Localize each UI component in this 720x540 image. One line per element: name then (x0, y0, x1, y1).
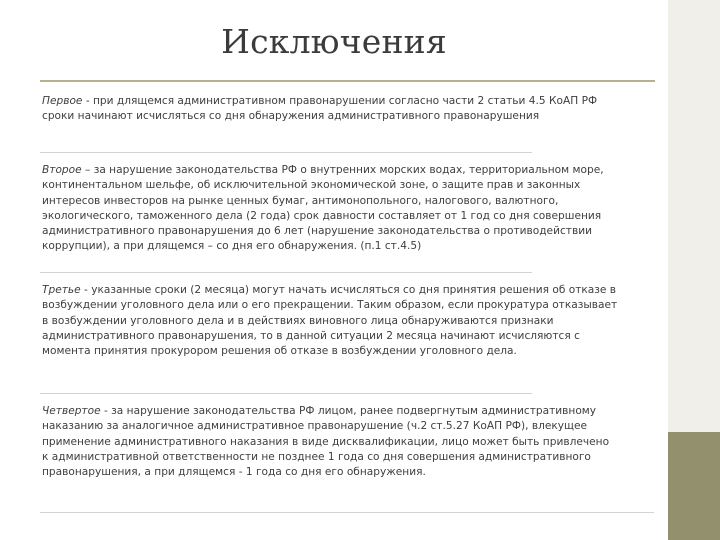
text-line: в возбуждении уголовного дела и в действиях виновного лица обнаруживаются признаки (42, 314, 554, 327)
section-lead: Четвертое (42, 405, 101, 417)
text-line: - за нарушение законодательства РФ лицом, ранее подвергнутым административному (100, 405, 597, 417)
text-line: коррупции), а при длящемся – со дня его обнаружения. (п.1 ст.4.5) (42, 240, 422, 253)
section-fourth (42, 404, 654, 480)
text-line: сроки начинают исчисляться со дня обнаружения административного правонарушения (42, 110, 540, 123)
text-line: – за нарушение законодательства РФ о внутренних морских водах, территориальном море, (81, 164, 604, 176)
text-line: административного правонарушения до 6 лет (нарушение законодательства о противодействии (42, 225, 592, 238)
text-line: - при длящемся административном правонарушении согласно части 2 статьи 4.5 КоАП РФ (82, 95, 598, 107)
text-line: правонарушения, а при длящемся - 1 года со дня его обнаружения. (42, 466, 426, 479)
slide-title: Исключения (221, 22, 447, 61)
sidebar-decoration-bottom (668, 432, 720, 540)
text-line: момента принятия прокурором решения об отказе в возбуждении уголовного дела. (42, 345, 517, 358)
section-third (42, 283, 654, 359)
paragraph-first (42, 94, 654, 125)
text-line: интересов инвесторов на рынке ценных бумаг, антимонопольного, налогового, валютного, (42, 194, 559, 207)
section-divider (40, 152, 532, 153)
text-line: к административной ответственности не позднее 1 года со дня совершения административного (42, 450, 591, 463)
text-line: возбуждении уголовного дела или о его прекращении. Таким образом, если прокуратура отказывает (42, 299, 618, 312)
text-line: континентальном шельфе, об исключительной экономической зоне, о защите прав и законных (42, 179, 581, 192)
text-line: наказанию за аналогичное административное правонарушение (ч.2 ст.5.27 КоАП РФ), влекущее (42, 420, 588, 433)
section-second (42, 163, 654, 255)
paragraph-third (42, 283, 654, 359)
section-divider (40, 393, 532, 394)
section-lead: Первое (42, 95, 83, 107)
section-divider (40, 272, 532, 273)
paragraph-fourth (42, 404, 654, 480)
section-lead: Второе (42, 164, 82, 176)
section-lead: Третье (42, 284, 81, 296)
title-divider (40, 80, 655, 82)
sidebar-decoration-top (668, 0, 720, 432)
text-line: - указанные сроки (2 месяца) могут начать исчисляться со дня принятия решения об отказе в (80, 284, 617, 296)
text-line: административного правонарушения, то в данной ситуации 2 месяца начинают исчисляются с (42, 329, 580, 342)
text-line: применение административного наказания в виде дисквалификации, лицо может быть привлечено (42, 435, 610, 448)
paragraph-second (42, 163, 654, 255)
section-first (42, 94, 654, 125)
section-divider (40, 512, 654, 513)
text-line: экологического, таможенного дела (2 года) срок давности составляет от 1 год со дня совершения (42, 209, 602, 222)
